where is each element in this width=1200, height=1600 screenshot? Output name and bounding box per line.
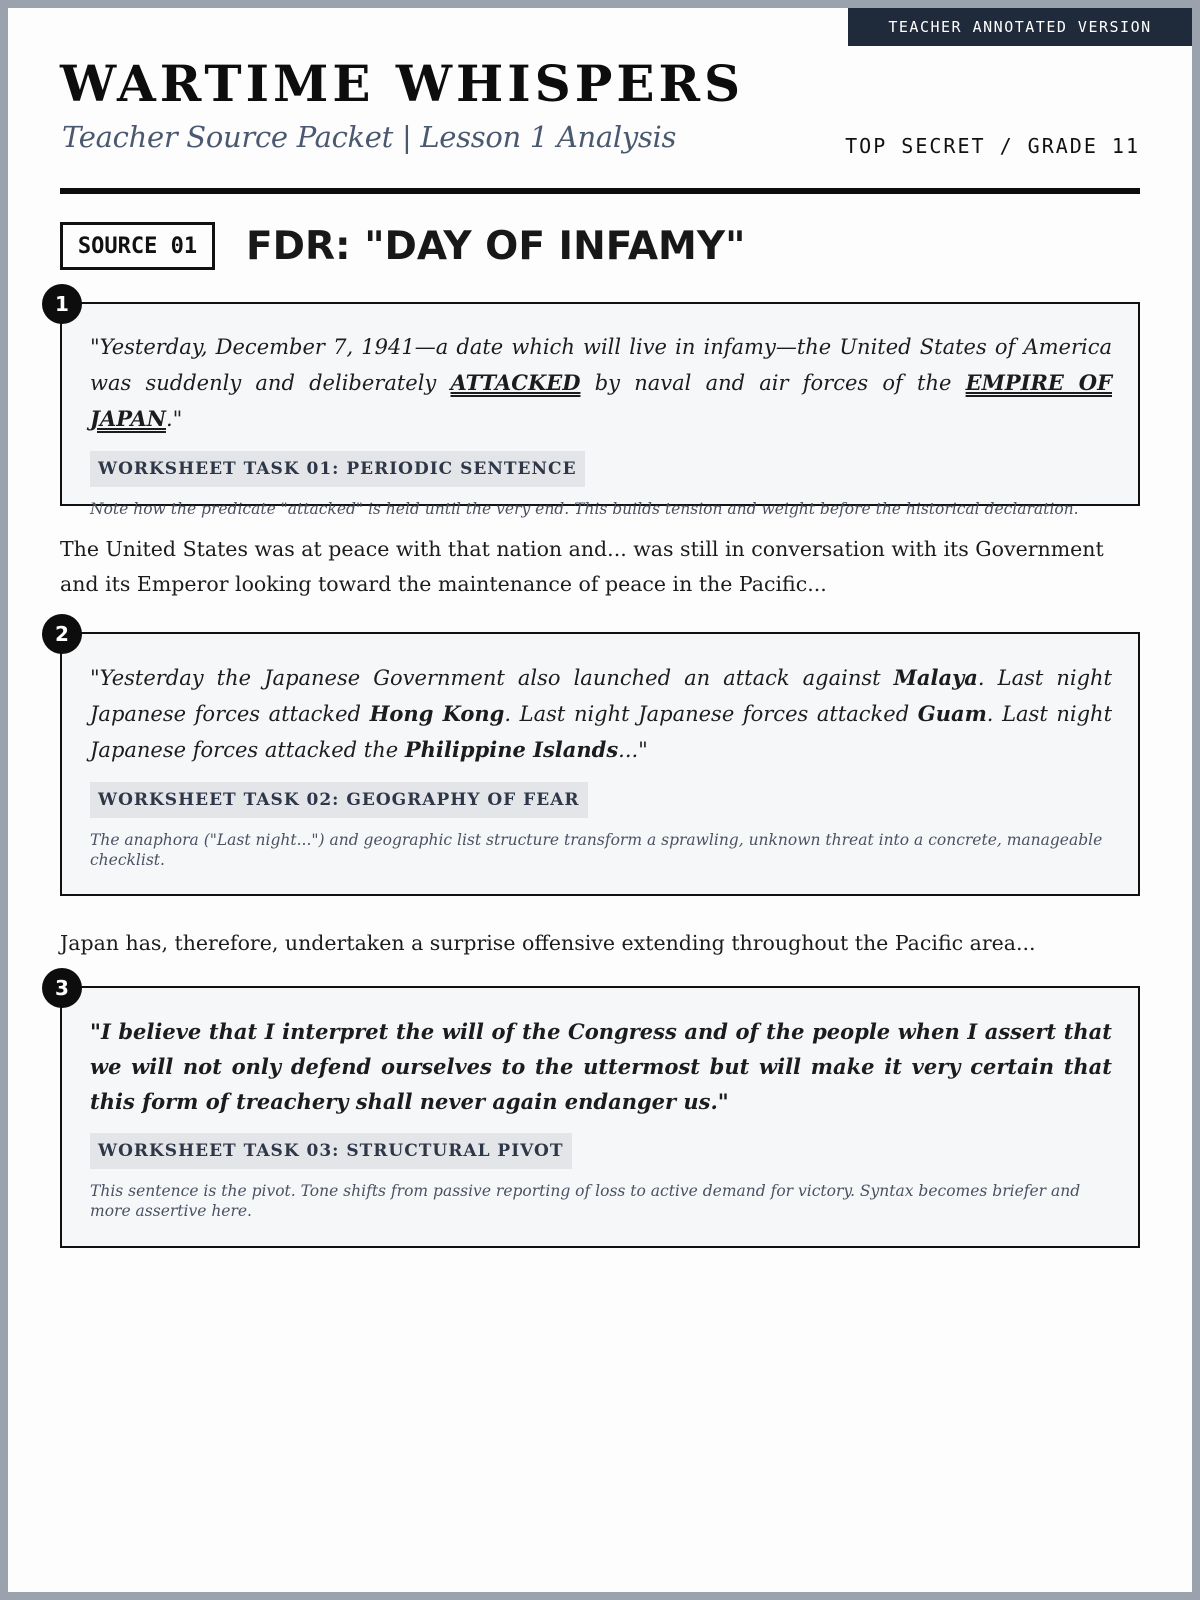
worksheet-task-label: WORKSHEET TASK 02: GEOGRAPHY OF FEAR (90, 782, 588, 818)
packet-title: WARTIME WHISPERS (60, 54, 745, 113)
teacher-note: The anaphora ("Last night...") and geographic list structure transform a sprawling, unknown threat into a concrete, manageable checklist. (90, 831, 1103, 869)
excerpt-number-badge: 1 (42, 284, 82, 324)
excerpt-box-3 (55, 976, 1140, 1248)
excerpt-quote: "I believe that I interpret the will of the Congress and of the people when I assert that we will not only defend ourselves to the uttermost but will make it very certain that this form of treachery shall never again endanger us." (90, 1019, 1112, 1114)
source-title: FDR: "DAY OF INFAMY" (246, 224, 746, 269)
quote-segment: by naval and air forces of the (580, 371, 966, 395)
place-name: Malaya (893, 665, 978, 690)
narration-paragraph: Japan has, therefore, undertaken a surprise offensive extending throughout the Pacific area... (60, 931, 1036, 955)
excerpt-box-1 (55, 292, 1140, 518)
narration-paragraph: The United States was at peace with that nation and... was still in conversation with its Government and its Emperor looking toward the maintenance of peace in the Pacific... (60, 537, 1104, 596)
quote-segment: ..." (618, 738, 648, 762)
quote-segment: . Last night Japanese forces attacked (90, 666, 1113, 726)
worksheet-task-label: WORKSHEET TASK 01: PERIODIC SENTENCE (90, 451, 585, 487)
excerpt-quote (90, 330, 1112, 437)
teacher-version-banner: TEACHER ANNOTATED VERSION (848, 8, 1192, 46)
quote-segment: . Last night Japanese forces attacked the (90, 702, 1113, 762)
emphasis-word: EMPIRE OF JAPAN (90, 370, 1112, 431)
source-tag: SOURCE 01 (60, 222, 215, 270)
emphasis-word: ATTACKED (450, 370, 581, 395)
quote-segment: "Yesterday the Japanese Government also launched an attack against (90, 666, 894, 690)
worksheet-task-label: WORKSHEET TASK 03: STRUCTURAL PIVOT (90, 1133, 572, 1169)
place-name: Philippine Islands (404, 737, 619, 762)
header-divider (60, 188, 1140, 194)
document-page (8, 8, 1192, 1592)
excerpt-number-badge: 3 (42, 968, 82, 1008)
teacher-note: Note how the predicate "attacked" is held until the very end. This builds tension and weight before the historical declaration. (90, 500, 1079, 518)
teacher-note: This sentence is the pivot. Tone shifts from passive reporting of loss to active demand for victory. Syntax becomes briefer and more assertive here. (90, 1182, 1081, 1220)
excerpt-number-badge: 2 (42, 614, 82, 654)
place-name: Guam (917, 701, 987, 726)
packet-subtitle: Teacher Source Packet | Lesson 1 Analysis (62, 120, 677, 154)
excerpt-quote (90, 660, 1112, 768)
quote-segment: "Yesterday, December 7, 1941—a date which will live in infamy—the United States of America was suddenly and deliberately (90, 335, 1112, 395)
place-name: Hong Kong (369, 701, 505, 726)
quote-segment: ." (165, 407, 183, 431)
quote-segment: . Last night Japanese forces attacked (504, 702, 918, 726)
classification-label: TOP SECRET / GRADE 11 (845, 134, 1140, 158)
excerpt-box-2 (55, 622, 1140, 896)
